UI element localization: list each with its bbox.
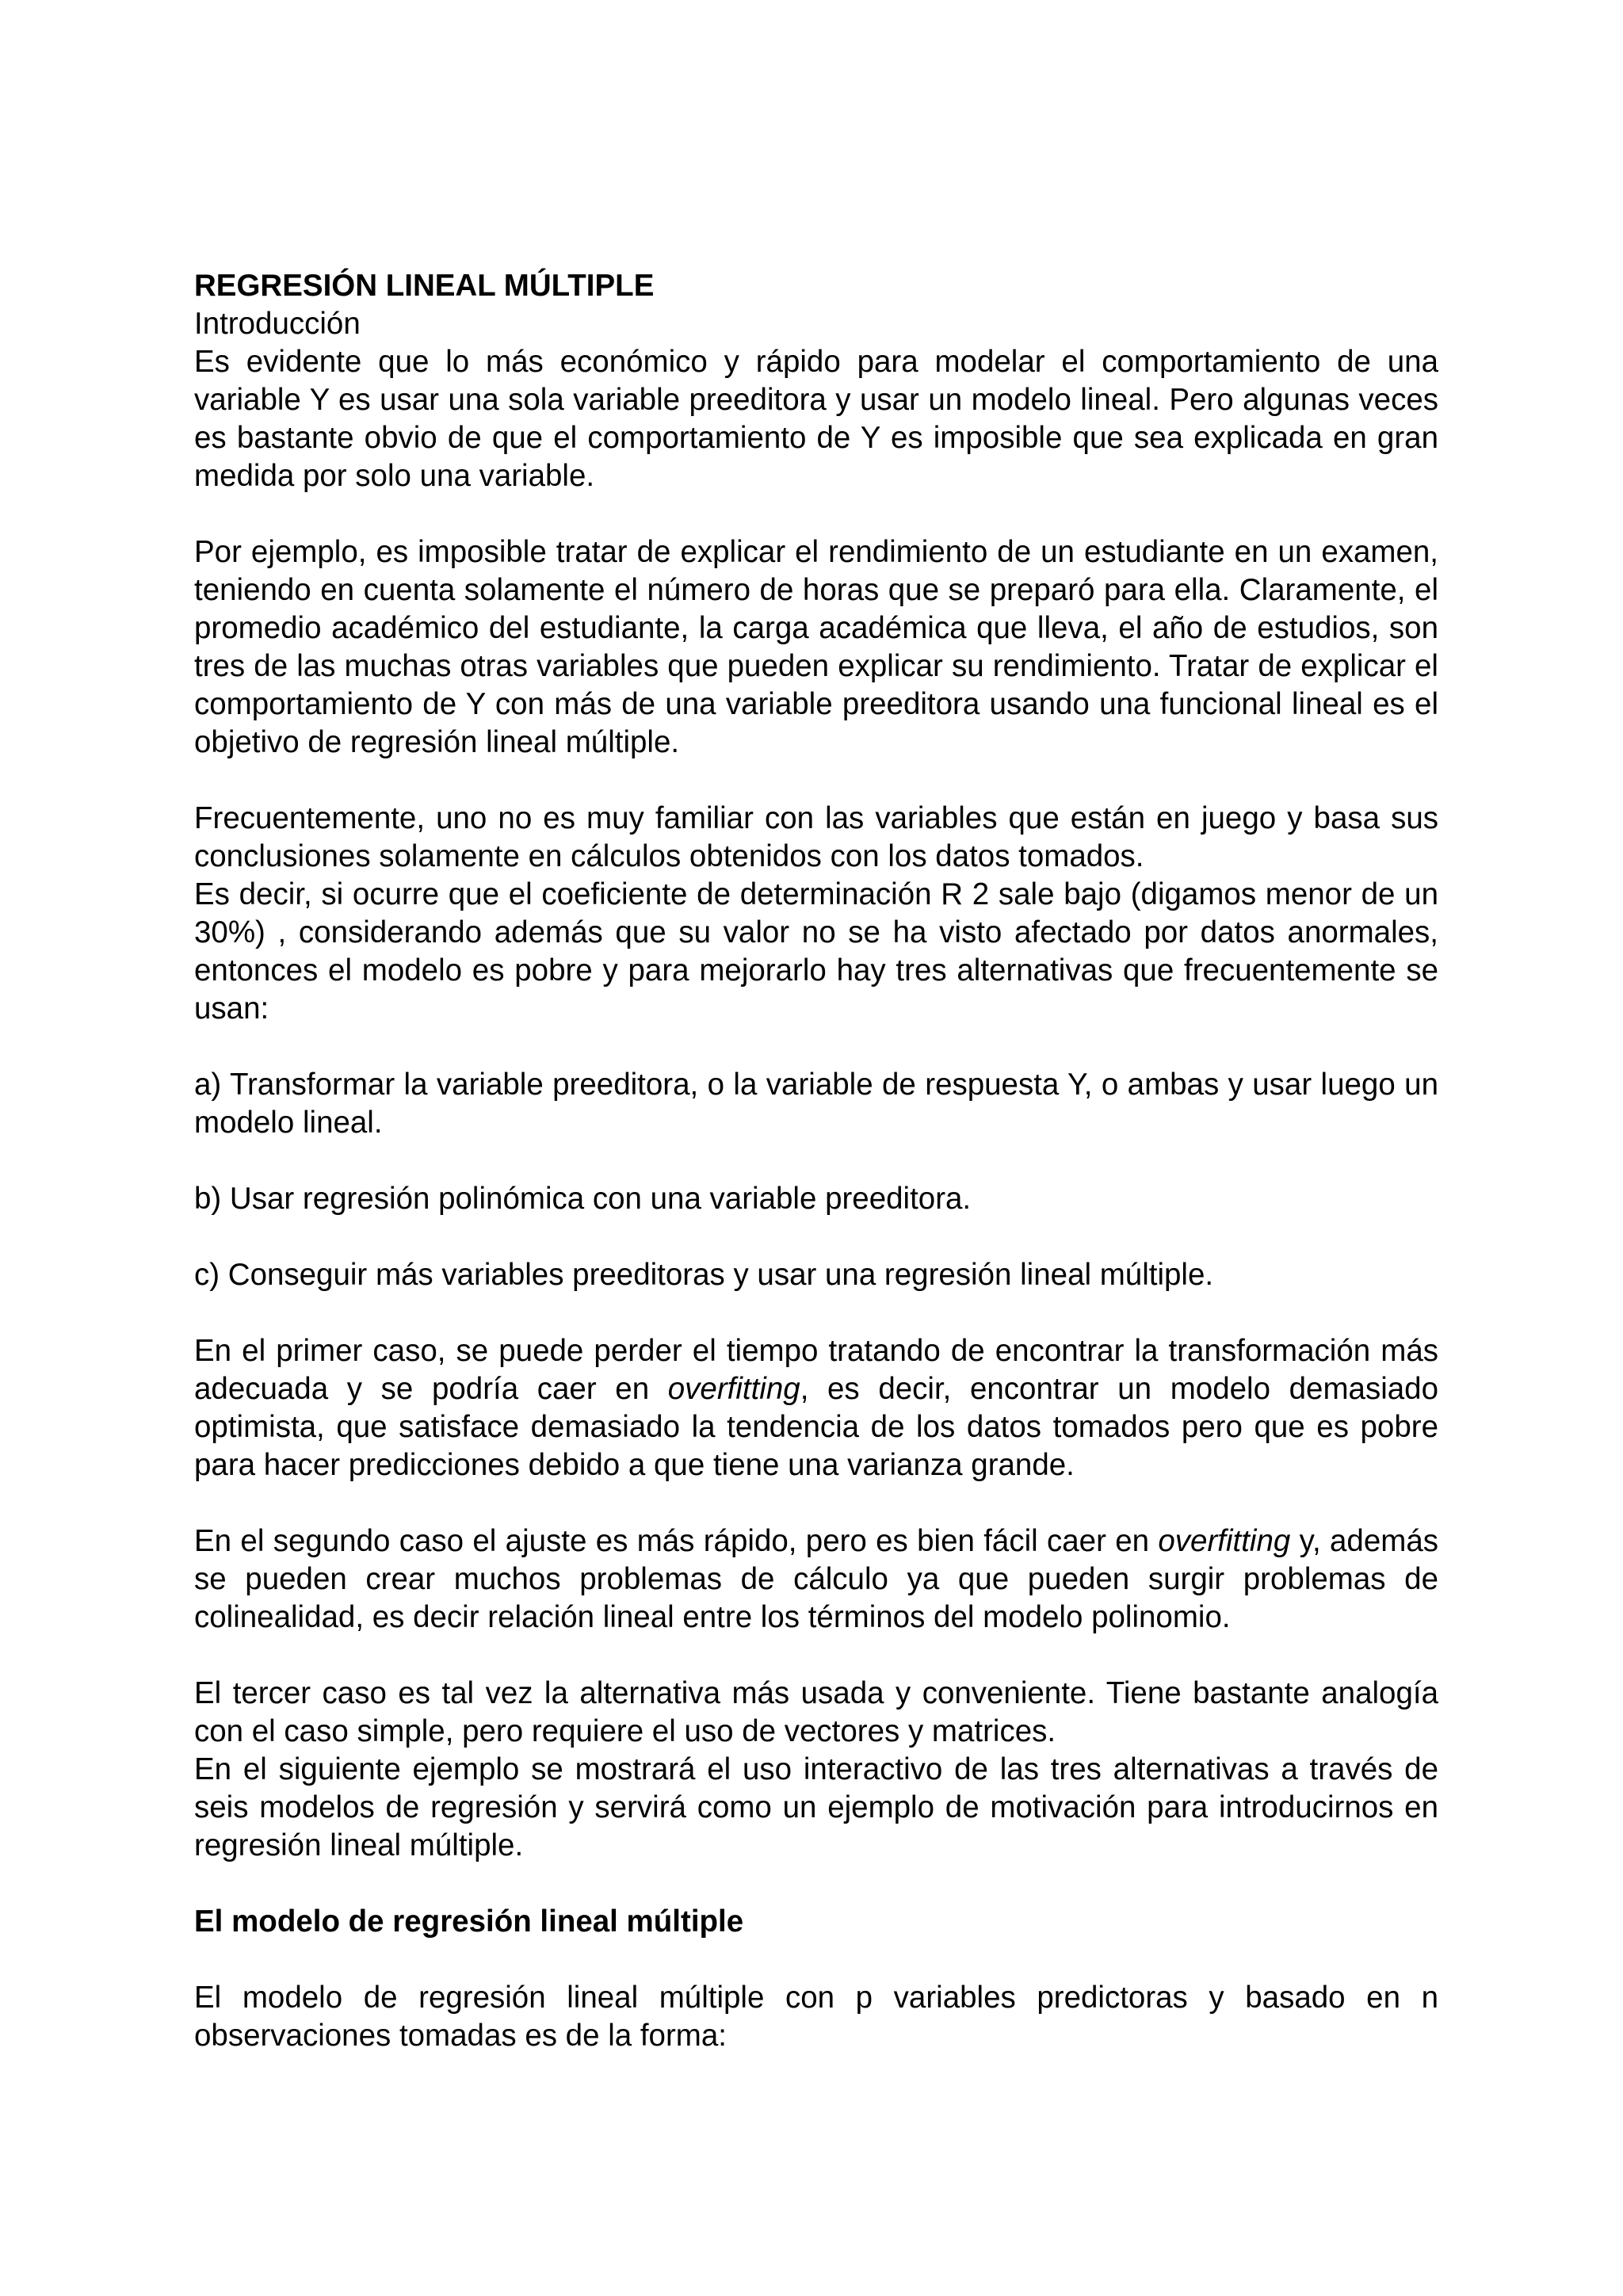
paragraph-example: Por ejemplo, es imposible tratar de explicar el rendimiento de un estudiante en un examen, teniendo en cuenta solamente el número de horas que se preparó para ella. Claramente, el promedio académico del estudiante, la carga académica que lleva, el año de estudios, son tres de las muchas otras variables que pueden explicar su rendimiento. Tratar de explicar el comportamiento de Y con más de una variable preeditora usando una funcional lineal es el objetivo de regresión lineal múltiple.	[194, 535, 1438, 759]
paragraph-third-case: El tercer caso es tal vez la alternativa más usada y conveniente. Tiene bastante analogía con el caso simple, pero requiere el uso de vectores y matrices.	[194, 1676, 1438, 1748]
alternative-a: a) Transformar la variable preeditora, o la variable de respuesta Y, o ambas y usar luego un modelo lineal.	[194, 1068, 1438, 1140]
paragraph-frequently: Frecuentemente, uno no es muy familiar con las variables que están en juego y basa sus conclusiones solamente en cálculos obtenidos con los datos tomados.	[194, 801, 1438, 873]
section-title: El modelo de regresión lineal múltiple	[194, 1904, 744, 1939]
document-page	[194, 267, 1438, 2055]
spacer	[194, 1865, 1438, 1903]
first-case-text-a: En el primer caso, se puede perder el tiempo tratando de encontrar la transformación más adecuada y se podría caer en	[194, 1334, 1438, 1406]
paragraph-r2: Es decir, si ocurre que el coeficiente de determinación R 2 sale bajo (digamos menor de un 30%) , considerando además que su valor no se ha visto afectado por datos anormales, entonces el modelo es pobre y para mejorarlo hay tres alternativas que frecuentemente se usan:	[194, 877, 1438, 1026]
spacer	[194, 1142, 1438, 1180]
paragraph-model-form: El modelo de regresión lineal múltiple con p variables predictoras y basado en n observaciones tomadas es de la forma:	[194, 1981, 1438, 2053]
second-case-text-b: y, además se pueden crear muchos problemas de cálculo ya que pueden surgir problemas de colinealidad, es decir relación lineal entre los términos del modelo polinomio.	[194, 1524, 1438, 1634]
intro-heading: Introducción	[194, 307, 361, 341]
spacer	[194, 495, 1438, 533]
spacer	[194, 1294, 1438, 1332]
alternative-c: c) Conseguir más variables preeditoras y usar una regresión lineal múltiple.	[194, 1258, 1214, 1292]
spacer	[194, 1028, 1438, 1066]
spacer	[194, 1637, 1438, 1675]
paragraph-second-case	[194, 1522, 1438, 1637]
first-case-text-b: , es decir, encontrar un modelo demasiado optimista, que satisface demasiado la tendencia de los datos tomados pero que es pobre para hacer predicciones debido a que tiene una varianza grande.	[194, 1372, 1438, 1482]
first-case-overfitting: overfitting	[667, 1372, 800, 1406]
spacer	[194, 1484, 1438, 1522]
paragraph-first-case	[194, 1332, 1438, 1484]
second-case-overfitting: overfitting	[1158, 1524, 1291, 1558]
paragraph-intro: Es evidente que lo más económico y rápido para modelar el comportamiento de una variable Y es usar una sola variable preeditora y usar un modelo lineal. Pero algunas veces es bastante obvio de que el comportamiento de Y es imposible que sea explicada en gran medida por solo una variable.	[194, 345, 1438, 493]
spacer	[194, 1941, 1438, 1979]
document-title: REGRESIÓN LINEAL MÚLTIPLE	[194, 269, 655, 303]
paragraph-next-example: En el siguiente ejemplo se mostrará el uso interactivo de las tres alternativas a través de seis modelos de regresión y servirá como un ejemplo de motivación para introducirnos en regresión lineal múltiple.	[194, 1752, 1438, 1862]
spacer	[194, 762, 1438, 800]
spacer	[194, 1218, 1438, 1256]
alternative-b: b) Usar regresión polinómica con una variable preeditora.	[194, 1182, 972, 1216]
second-case-text-a: En el segundo caso el ajuste es más rápido, pero es bien fácil caer en	[194, 1524, 1159, 1558]
